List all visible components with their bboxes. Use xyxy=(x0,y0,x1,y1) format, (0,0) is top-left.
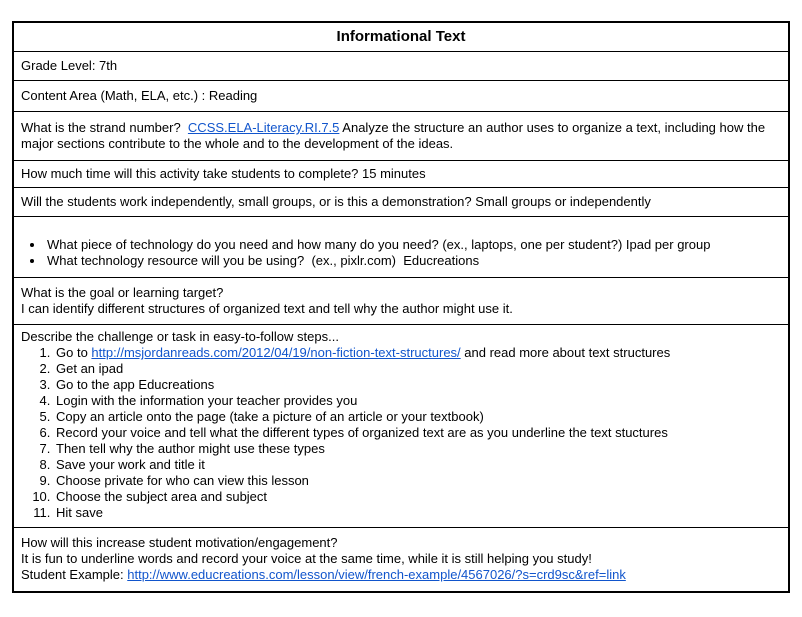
grade-level-row xyxy=(14,51,788,80)
grouping-row xyxy=(14,187,788,216)
student-example-link[interactable]: http://www.educreations.com/lesson/view/french-example/4567026/?s=crd9sc&ref=link xyxy=(127,567,626,582)
tech-need-text: What piece of technology do you need and how many do you need? (ex., laptops, one per student?) Ipad per group xyxy=(47,237,711,252)
goal-question-text: What is the goal or learning target? xyxy=(21,285,224,300)
step-item xyxy=(54,345,781,361)
step1-suffix-text: and read more about text structures xyxy=(460,345,671,360)
student-example-label: Student Example: xyxy=(21,567,128,582)
grade-level-text: Grade Level: 7th xyxy=(21,58,118,73)
time-text: How much time will this activity take students to complete? 15 minutes xyxy=(21,166,426,181)
student-example-line xyxy=(21,567,781,583)
strand-description-text: Analyze the structure an author uses to organize a text, including how the major sections contribute to the whole and to the development of the ideas. xyxy=(21,120,769,151)
step-item xyxy=(54,457,781,473)
step-item xyxy=(54,377,781,393)
tech-bullet-item xyxy=(45,253,781,269)
time-row xyxy=(14,160,788,187)
step-item xyxy=(54,441,781,457)
steps-row xyxy=(14,324,788,527)
strand-standard-link[interactable]: CCSS.ELA-Literacy.RI.7.5 xyxy=(187,120,340,135)
grouping-text: Will the students work independently, small groups, or is this a demonstration? Small groups or independently xyxy=(21,194,651,209)
tech-resource-text: What technology resource will you be using? (ex., pixlr.com) Educreations xyxy=(47,253,480,268)
steps-intro-text: Describe the challenge or task in easy-to-follow steps... xyxy=(21,329,339,344)
step-item xyxy=(54,361,781,377)
content-area-row xyxy=(14,80,788,111)
step-text: Save your work and title it xyxy=(56,457,205,472)
tech-bullet-item xyxy=(45,237,781,253)
step-text: Choose private for who can view this lesson xyxy=(56,473,309,488)
step-text: Go to the app Educreations xyxy=(56,377,215,392)
motivation-row xyxy=(14,527,788,591)
technology-bullet-list xyxy=(21,237,781,269)
step-text: Hit save xyxy=(56,505,103,520)
strand-question-text: What is the strand number? xyxy=(21,120,188,135)
text-structures-article-link[interactable]: http://msjordanreads.com/2012/04/19/non-fiction-text-structures/ xyxy=(91,345,461,360)
step-text: Get an ipad xyxy=(56,361,124,376)
motivation-question-text: How will this increase student motivation/engagement? xyxy=(21,535,338,550)
steps-numbered-list xyxy=(21,345,781,521)
step-item xyxy=(54,473,781,489)
step-item xyxy=(54,505,781,521)
content-area-text: Content Area (Math, ELA, etc.) : Reading xyxy=(21,88,258,103)
lesson-plan-table xyxy=(12,21,790,593)
step-text: Record your voice and tell what the different types of organized text are as you underline the text stuctures xyxy=(56,425,668,440)
step-item xyxy=(54,409,781,425)
page-title: Informational Text xyxy=(336,28,466,45)
step-text: Copy an article onto the page (take a picture of an article or your textbook) xyxy=(56,409,484,424)
step-text: Then tell why the author might use these types xyxy=(56,441,325,456)
strand-row xyxy=(14,111,788,160)
technology-row xyxy=(14,216,788,277)
step-item xyxy=(54,393,781,409)
step-item xyxy=(54,425,781,441)
goal-row xyxy=(14,277,788,324)
step-text: Choose the subject area and subject xyxy=(56,489,268,504)
step-item xyxy=(54,489,781,505)
title-row xyxy=(14,23,788,51)
step-text: Login with the information your teacher provides you xyxy=(56,393,358,408)
step1-prefix-text: Go to xyxy=(56,345,92,360)
goal-answer-text: I can identify different structures of organized text and tell why the author might use it. xyxy=(21,301,513,316)
motivation-answer-text: It is fun to underline words and record your voice at the same time, while it is still helping you study! xyxy=(21,551,592,566)
